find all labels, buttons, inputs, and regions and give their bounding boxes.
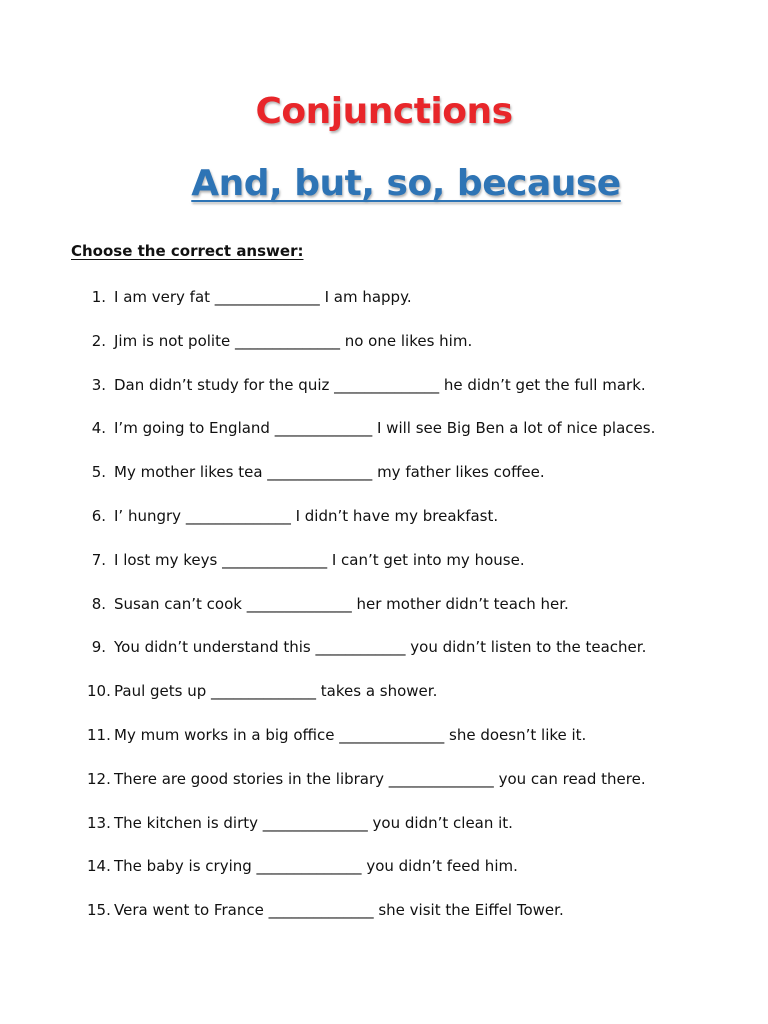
question-number: 5. (91, 463, 106, 482)
worksheet-subtitle-text: And, but, so, because (191, 163, 621, 204)
question-item (0, 549, 768, 593)
question-item (0, 330, 768, 374)
question-text: You didn’t understand this ____________ you didn’t listen to the teacher. (114, 638, 647, 657)
question-number: 15. (87, 901, 111, 920)
question-item (0, 768, 768, 812)
instruction-heading: Choose the correct answer: (71, 242, 304, 260)
question-number: 2. (91, 331, 106, 350)
question-number: 13. (87, 813, 111, 832)
question-number: 3. (91, 375, 106, 394)
question-number: 6. (91, 506, 106, 525)
worksheet-title: Conjunctions (255, 91, 513, 132)
question-item (0, 505, 768, 549)
worksheet-subtitle (0, 160, 768, 208)
question-text: The kitchen is dirty ______________ you didn’t clean it. (114, 813, 513, 832)
question-item (0, 724, 768, 768)
question-text: I’m going to England _____________ I will see Big Ben a lot of nice places. (114, 419, 656, 438)
question-number: 8. (91, 594, 106, 613)
question-number: 11. (87, 725, 111, 744)
question-item (0, 899, 768, 943)
question-text: Vera went to France ______________ she visit the Eiffel Tower. (114, 901, 564, 920)
question-text: I’ hungry ______________ I didn’t have my breakfast. (114, 506, 499, 525)
question-item (0, 286, 768, 330)
question-text: I lost my keys ______________ I can’t get into my house. (114, 550, 525, 569)
question-item (0, 855, 768, 899)
question-number: 14. (87, 857, 111, 876)
question-text: Dan didn’t study for the quiz ______________ he didn’t get the full mark. (114, 375, 646, 394)
question-number: 7. (91, 550, 106, 569)
question-number: 4. (91, 419, 106, 438)
question-number: 12. (87, 769, 111, 788)
question-item (0, 680, 768, 724)
question-item (0, 417, 768, 461)
question-text: There are good stories in the library ______________ you can read there. (114, 769, 646, 788)
question-text: My mum works in a big office ______________ she doesn’t like it. (114, 725, 587, 744)
question-item (0, 636, 768, 680)
question-text: Paul gets up ______________ takes a shower. (114, 682, 438, 701)
question-item (0, 593, 768, 637)
question-number: 10. (87, 682, 111, 701)
question-text: Susan can’t cook ______________ her mother didn’t teach her. (114, 594, 569, 613)
question-list (0, 286, 768, 943)
question-text: The baby is crying ______________ you didn’t feed him. (114, 857, 518, 876)
question-text: Jim is not polite ______________ no one likes him. (114, 331, 473, 350)
question-text: My mother likes tea ______________ my father likes coffee. (114, 463, 545, 482)
question-text: I am very fat ______________ I am happy. (114, 288, 412, 306)
question-number: 1. (91, 288, 106, 306)
question-number: 9. (91, 638, 106, 657)
question-item (0, 374, 768, 418)
question-item (0, 812, 768, 856)
question-item (0, 461, 768, 505)
